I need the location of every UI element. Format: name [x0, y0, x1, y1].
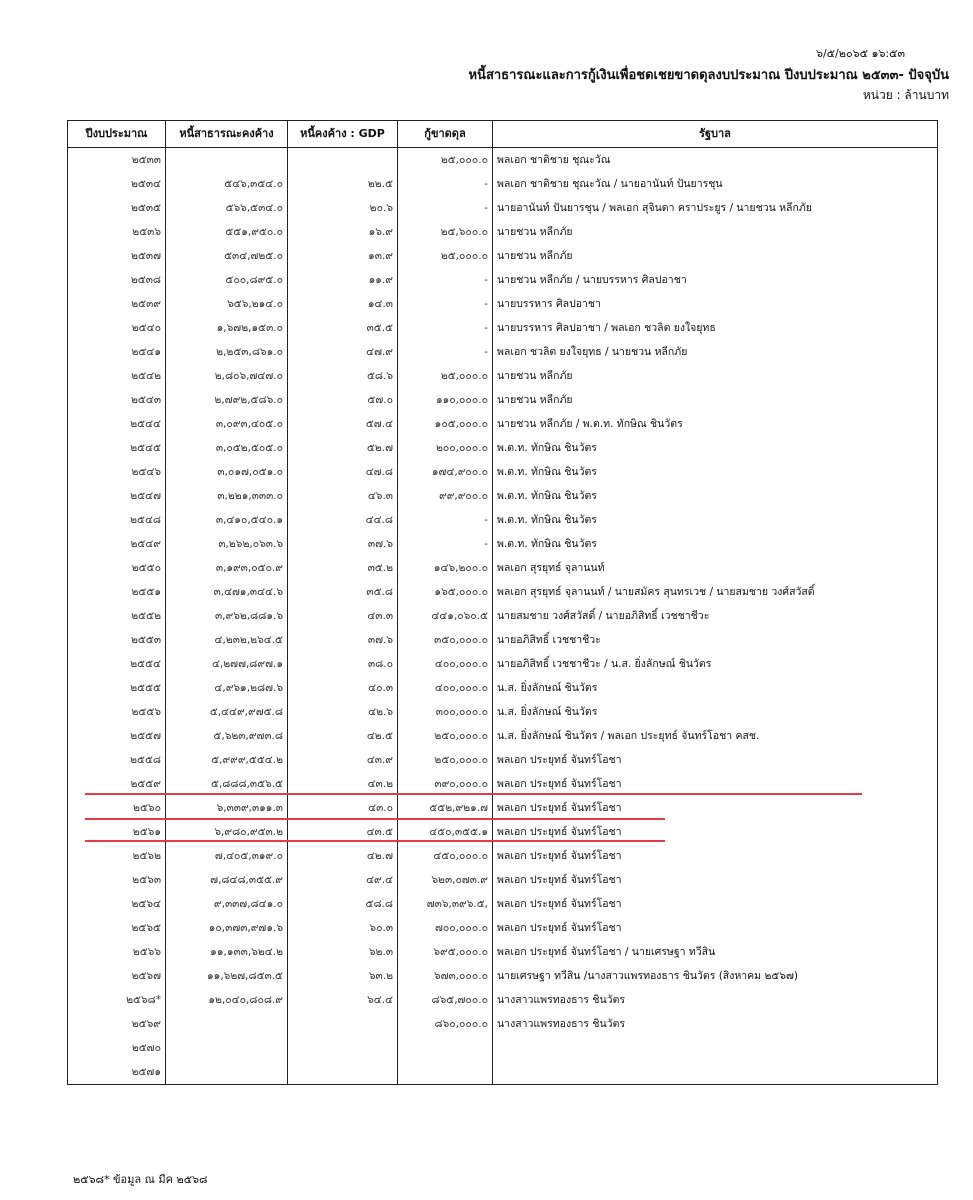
cell-public-debt: ๕,๔๔๙,๙๗๕.๘ — [166, 700, 288, 724]
cell-government: นางสาวแพรทองธาร ชินวัตร — [493, 1012, 938, 1036]
cell-public-debt: ๗,๘๔๘,๓๕๕.๙ — [166, 868, 288, 892]
cell-debt-gdp: ๔๔.๘ — [288, 508, 398, 532]
cell-deficit-borrowing: ๓๙๐,๐๐๐.๐ — [398, 772, 493, 796]
cell-debt-gdp: ๔๒.๗ — [288, 844, 398, 868]
cell-public-debt — [166, 1036, 288, 1060]
cell-public-debt: ๓,๒๒๑,๓๓๓.๐ — [166, 484, 288, 508]
cell-public-debt: ๓,๒๖๒,๐๖๓.๖ — [166, 532, 288, 556]
cell-fiscal-year: ๒๕๔๖ — [68, 460, 166, 484]
cell-deficit-borrowing: - — [398, 292, 493, 316]
cell-fiscal-year: ๒๕๔๓ — [68, 388, 166, 412]
cell-deficit-borrowing: ๔๐๐,๐๐๐.๐ — [398, 676, 493, 700]
table-header — [68, 121, 938, 148]
cell-government: นายอภิสิทธิ์ เวชชาชีวะ / น.ส. ยิ่งลักษณ์ ชินวัตร — [493, 652, 938, 676]
cell-fiscal-year: ๒๕๖๙ — [68, 1012, 166, 1036]
cell-debt-gdp: ๓๗.๖ — [288, 532, 398, 556]
cell-public-debt: ๕๔๖,๓๕๔.๐ — [166, 172, 288, 196]
cell-fiscal-year: ๒๕๕๔ — [68, 652, 166, 676]
cell-deficit-borrowing: ๑๐๕,๐๐๐.๐ — [398, 412, 493, 436]
cell-public-debt: ๓,๐๕๒,๕๐๕.๐ — [166, 436, 288, 460]
table-row — [68, 676, 938, 700]
cell-government: น.ส. ยิ่งลักษณ์ ชินวัตร — [493, 700, 938, 724]
cell-deficit-borrowing: ๒๕,๐๐๐.๐ — [398, 148, 493, 173]
cell-government: พ.ต.ท. ทักษิณ ชินวัตร — [493, 460, 938, 484]
cell-government: พลเอก ชาติชาย ชุณะวัณ / นายอานันท์ ปันยารชุน — [493, 172, 938, 196]
table-row — [68, 940, 938, 964]
cell-public-debt: ๒,๒๕๓,๘๖๑.๐ — [166, 340, 288, 364]
cell-deficit-borrowing: ๘๖๐,๐๐๐.๐ — [398, 1012, 493, 1036]
cell-government: นายชวน หลีกภัย / นายบรรหาร ศิลปอาชา — [493, 268, 938, 292]
cell-government: นายเศรษฐา ทวีสิน /นางสาวแพรทองธาร ชินวัตร (สิงหาคม ๒๕๖๗) — [493, 964, 938, 988]
cell-public-debt: ๓,๑๙๓,๐๕๐.๙ — [166, 556, 288, 580]
cell-government: พลเอก ประยุทธ์ จันทร์โอชา — [493, 916, 938, 940]
cell-government: นายอานันท์ ปันยารชุน / พลเอก สุจินดา คราประยูร / นายชวน หลีกภัย — [493, 196, 938, 220]
cell-fiscal-year: ๒๕๓๔ — [68, 172, 166, 196]
cell-fiscal-year: ๒๕๕๓ — [68, 628, 166, 652]
cell-fiscal-year: ๒๕๕๖ — [68, 700, 166, 724]
table-row — [68, 1036, 938, 1060]
cell-debt-gdp: ๔๗.๘ — [288, 460, 398, 484]
cell-public-debt: ๔,๒๗๗,๘๙๗.๑ — [166, 652, 288, 676]
table-row — [68, 724, 938, 748]
cell-deficit-borrowing: - — [398, 172, 493, 196]
table-row — [68, 988, 938, 1012]
debt-table — [67, 120, 938, 1085]
cell-government: นายชวน หลีกภัย / พ.ต.ท. ทักษิณ ชินวัตร — [493, 412, 938, 436]
print-timestamp: ๖/๕/๒๐๖๕ ๑๖:๕๓ — [815, 47, 905, 60]
cell-public-debt: ๓,๙๖๒,๘๘๑.๖ — [166, 604, 288, 628]
cell-public-debt: ๕,๘๘๘,๓๕๖.๕ — [166, 772, 288, 796]
cell-government: พลเอก ประยุทธ์ จันทร์โอชา — [493, 844, 938, 868]
cell-deficit-borrowing: ๒๐๐,๐๐๐.๐ — [398, 436, 493, 460]
cell-fiscal-year: ๒๕๓๕ — [68, 196, 166, 220]
cell-fiscal-year: ๒๕๕๘ — [68, 748, 166, 772]
cell-public-debt: ๓,๔๗๑,๓๔๔.๖ — [166, 580, 288, 604]
footnote: ๒๕๖๘* ข้อมูล ณ มีค ๒๕๖๘ — [73, 1173, 208, 1186]
cell-public-debt: ๖,๓๓๙,๓๑๑.๓ — [166, 796, 288, 820]
table-row — [68, 844, 938, 868]
cell-debt-gdp: ๓๕.๒ — [288, 556, 398, 580]
cell-fiscal-year: ๒๕๖๒ — [68, 844, 166, 868]
cell-deficit-borrowing: ๔๐๐,๐๐๐.๐ — [398, 652, 493, 676]
table-row — [68, 388, 938, 412]
table-row — [68, 700, 938, 724]
page-title: หนี้สาธารณะและการกู้เงินเพื่อชดเชยขาดดุลงบประมาณ ปีงบประมาณ ๒๕๓๓- ปัจจุบัน — [468, 68, 949, 83]
cell-debt-gdp: ๖๓.๒ — [288, 964, 398, 988]
cell-debt-gdp — [288, 1036, 398, 1060]
cell-government: พลเอก ประยุทธ์ จันทร์โอชา — [493, 748, 938, 772]
table-row — [68, 964, 938, 988]
cell-public-debt: ๑๑,๖๒๗,๘๕๓.๕ — [166, 964, 288, 988]
cell-government: นายอภิสิทธิ์ เวชชาชีวะ — [493, 628, 938, 652]
cell-government: นายชวน หลีกภัย — [493, 364, 938, 388]
cell-fiscal-year: ๒๕๕๕ — [68, 676, 166, 700]
cell-fiscal-year: ๒๕๓๘ — [68, 268, 166, 292]
cell-government — [493, 1060, 938, 1085]
cell-deficit-borrowing: ๔๔๑,๐๖๐.๕ — [398, 604, 493, 628]
cell-government: พลเอก สุรยุทธ์ จุลานนท์ / นายสมัคร สุนทรเวช / นายสมชาย วงศ์สวัสดิ์ — [493, 580, 938, 604]
cell-fiscal-year: ๒๕๖๓ — [68, 868, 166, 892]
cell-deficit-borrowing: ๙๙,๙๐๐.๐ — [398, 484, 493, 508]
cell-fiscal-year: ๒๕๕๐ — [68, 556, 166, 580]
table-row — [68, 436, 938, 460]
cell-fiscal-year: ๒๕๖๐ — [68, 796, 166, 820]
cell-public-debt: ๒,๗๙๒,๕๘๖.๐ — [166, 388, 288, 412]
cell-government: พลเอก ชาติชาย ชุณะวัณ — [493, 148, 938, 173]
cell-debt-gdp: ๔๓.๓ — [288, 604, 398, 628]
table-row — [68, 460, 938, 484]
cell-deficit-borrowing — [398, 1060, 493, 1085]
cell-debt-gdp: ๖๒.๓ — [288, 940, 398, 964]
cell-government — [493, 1036, 938, 1060]
cell-government: นายชวน หลีกภัย — [493, 388, 938, 412]
cell-government: นายชวน หลีกภัย — [493, 244, 938, 268]
cell-fiscal-year: ๒๕๔๘ — [68, 508, 166, 532]
cell-fiscal-year: ๒๕๖๑ — [68, 820, 166, 844]
cell-deficit-borrowing: ๑๖๕,๐๐๐.๐ — [398, 580, 493, 604]
cell-fiscal-year: ๒๕๔๙ — [68, 532, 166, 556]
cell-debt-gdp: ๔๓.๒ — [288, 772, 398, 796]
cell-fiscal-year: ๒๕๓๗ — [68, 244, 166, 268]
cell-public-debt: ๕๖๖,๕๓๔.๐ — [166, 196, 288, 220]
cell-debt-gdp: ๑๖.๙ — [288, 220, 398, 244]
cell-government: นางสาวแพรทองธาร ชินวัตร — [493, 988, 938, 1012]
cell-public-debt: ๑,๖๗๒,๑๕๓.๐ — [166, 316, 288, 340]
cell-deficit-borrowing: ๗๐๐,๐๐๐.๐ — [398, 916, 493, 940]
cell-debt-gdp — [288, 148, 398, 173]
cell-fiscal-year: ๒๕๖๘* — [68, 988, 166, 1012]
header-row — [68, 121, 938, 148]
cell-deficit-borrowing: - — [398, 340, 493, 364]
cell-deficit-borrowing: ๑๑๐,๐๐๐.๐ — [398, 388, 493, 412]
cell-fiscal-year: ๒๕๕๑ — [68, 580, 166, 604]
cell-public-debt: ๕๕๑,๙๕๐.๐ — [166, 220, 288, 244]
cell-fiscal-year: ๒๕๔๑ — [68, 340, 166, 364]
cell-deficit-borrowing: ๑๗๔,๙๐๐.๐ — [398, 460, 493, 484]
table-row — [68, 628, 938, 652]
cell-fiscal-year: ๒๕๔๗ — [68, 484, 166, 508]
header-fiscal-year: ปีงบประมาณ — [68, 121, 166, 148]
cell-public-debt — [166, 1012, 288, 1036]
header-deficit-borrowing: กู้ขาดดุล — [398, 121, 493, 148]
cell-deficit-borrowing: ๕๕๒,๙๒๑.๗ — [398, 796, 493, 820]
cell-deficit-borrowing: ๓๐๐,๐๐๐.๐ — [398, 700, 493, 724]
table-row — [68, 484, 938, 508]
cell-debt-gdp: ๕๗.๔ — [288, 412, 398, 436]
cell-deficit-borrowing: ๘๖๕,๗๐๐.๐ — [398, 988, 493, 1012]
cell-debt-gdp: ๔๙.๔ — [288, 868, 398, 892]
cell-debt-gdp — [288, 1060, 398, 1085]
cell-fiscal-year: ๒๕๖๗ — [68, 964, 166, 988]
cell-debt-gdp: ๒๐.๖ — [288, 196, 398, 220]
cell-fiscal-year: ๒๕๔๕ — [68, 436, 166, 460]
table-row — [68, 172, 938, 196]
table-row — [68, 508, 938, 532]
highlight-underline-3 — [85, 840, 665, 842]
cell-public-debt: ๙,๓๓๗,๘๔๑.๐ — [166, 892, 288, 916]
highlight-underline-2 — [85, 818, 665, 820]
cell-deficit-borrowing: ๓๕๐,๐๐๐.๐ — [398, 628, 493, 652]
cell-deficit-borrowing: - — [398, 532, 493, 556]
cell-deficit-borrowing: ๖๒๓,๐๗๓.๙ — [398, 868, 493, 892]
cell-fiscal-year: ๒๕๔๐ — [68, 316, 166, 340]
cell-government: พลเอก ประยุทธ์ จันทร์โอชา / นายเศรษฐา ทวีสิน — [493, 940, 938, 964]
cell-government: พลเอก ชวลิต ยงใจยุทธ / นายชวน หลีกภัย — [493, 340, 938, 364]
cell-deficit-borrowing: ๒๕,๖๐๐.๐ — [398, 220, 493, 244]
cell-debt-gdp: ๑๓.๙ — [288, 244, 398, 268]
header-government: รัฐบาล — [493, 121, 938, 148]
cell-fiscal-year: ๒๕๔๒ — [68, 364, 166, 388]
cell-debt-gdp: ๑๔.๓ — [288, 292, 398, 316]
cell-debt-gdp: ๓๘.๐ — [288, 652, 398, 676]
cell-deficit-borrowing: - — [398, 268, 493, 292]
cell-public-debt: ๕,๖๒๓,๙๗๓.๘ — [166, 724, 288, 748]
table-body — [68, 148, 938, 1085]
table-row — [68, 244, 938, 268]
cell-deficit-borrowing: ๔๕๐,๓๕๕.๑ — [398, 820, 493, 844]
table-row — [68, 580, 938, 604]
cell-public-debt: ๖,๙๘๐,๙๕๓.๒ — [166, 820, 288, 844]
cell-public-debt — [166, 1060, 288, 1085]
cell-government: พลเอก ประยุทธ์ จันทร์โอชา — [493, 772, 938, 796]
cell-deficit-borrowing: ๖๗๓,๐๐๐.๐ — [398, 964, 493, 988]
cell-debt-gdp: ๔๒.๕ — [288, 724, 398, 748]
cell-public-debt: ๔,๙๖๑,๒๘๗.๖ — [166, 676, 288, 700]
table-row — [68, 1012, 938, 1036]
cell-government: พ.ต.ท. ทักษิณ ชินวัตร — [493, 436, 938, 460]
cell-debt-gdp: ๖๔.๔ — [288, 988, 398, 1012]
cell-government: พลเอก ประยุทธ์ จันทร์โอชา — [493, 820, 938, 844]
cell-government: นายชวน หลีกภัย — [493, 220, 938, 244]
table-row — [68, 916, 938, 940]
cell-debt-gdp: ๔๗.๙ — [288, 340, 398, 364]
cell-public-debt: ๔,๒๓๒,๒๖๔.๕ — [166, 628, 288, 652]
cell-fiscal-year: ๒๕๓๙ — [68, 292, 166, 316]
cell-debt-gdp: ๓๗.๖ — [288, 628, 398, 652]
table-row — [68, 148, 938, 173]
cell-government: นายบรรหาร ศิลปอาชา / พลเอก ชวลิต ยงใจยุทธ — [493, 316, 938, 340]
table-row — [68, 892, 938, 916]
cell-government: นายสมชาย วงศ์สวัสดิ์ / นายอภิสิทธิ์ เวชชาชีวะ — [493, 604, 938, 628]
cell-public-debt: ๕,๙๙๙,๕๕๔.๒ — [166, 748, 288, 772]
cell-debt-gdp — [288, 1012, 398, 1036]
cell-government: พ.ต.ท. ทักษิณ ชินวัตร — [493, 508, 938, 532]
cell-government: พลเอก ประยุทธ์ จันทร์โอชา — [493, 868, 938, 892]
highlight-underline-1 — [85, 793, 862, 795]
unit-label: หน่วย : ล้านบาท — [862, 88, 949, 102]
cell-debt-gdp: ๔๓.๕ — [288, 820, 398, 844]
cell-fiscal-year: ๒๕๕๒ — [68, 604, 166, 628]
table-row — [68, 604, 938, 628]
cell-government: พลเอก สุรยุทธ์ จุลานนท์ — [493, 556, 938, 580]
cell-fiscal-year: ๒๕๗๐ — [68, 1036, 166, 1060]
cell-deficit-borrowing — [398, 1036, 493, 1060]
cell-debt-gdp: ๖๐.๓ — [288, 916, 398, 940]
cell-public-debt: ๕๓๔,๗๒๕.๐ — [166, 244, 288, 268]
table-row — [68, 748, 938, 772]
header-debt-gdp: หนี้คงค้าง : GDP — [288, 121, 398, 148]
table-row — [68, 1060, 938, 1085]
table-row — [68, 652, 938, 676]
table-row — [68, 340, 938, 364]
cell-deficit-borrowing: ๒๕,๐๐๐.๐ — [398, 364, 493, 388]
cell-deficit-borrowing: ๒๕๐,๐๐๐.๐ — [398, 748, 493, 772]
cell-government: น.ส. ยิ่งลักษณ์ ชินวัตร / พลเอก ประยุทธ์ จันทร์โอชา คสช. — [493, 724, 938, 748]
cell-public-debt: ๖๕๖,๒๑๔.๐ — [166, 292, 288, 316]
cell-debt-gdp: ๓๕.๕ — [288, 316, 398, 340]
cell-government: น.ส. ยิ่งลักษณ์ ชินวัตร — [493, 676, 938, 700]
table-row — [68, 364, 938, 388]
cell-debt-gdp: ๑๑.๙ — [288, 268, 398, 292]
cell-public-debt — [166, 148, 288, 173]
table-row — [68, 796, 938, 820]
cell-fiscal-year: ๒๕๖๔ — [68, 892, 166, 916]
cell-government: นายบรรหาร ศิลปอาชา — [493, 292, 938, 316]
table-row — [68, 292, 938, 316]
cell-debt-gdp: ๔๒.๖ — [288, 700, 398, 724]
cell-public-debt: ๓,๐๙๓,๔๐๕.๐ — [166, 412, 288, 436]
cell-deficit-borrowing: ๒๕,๐๐๐.๐ — [398, 244, 493, 268]
cell-public-debt: ๒,๘๐๖,๗๔๗.๐ — [166, 364, 288, 388]
cell-deficit-borrowing: ๔๕๐,๐๐๐.๐ — [398, 844, 493, 868]
cell-debt-gdp: ๔๓.๙ — [288, 748, 398, 772]
cell-fiscal-year: ๒๕๓๓ — [68, 148, 166, 173]
cell-fiscal-year: ๒๕๖๖ — [68, 940, 166, 964]
cell-deficit-borrowing: - — [398, 196, 493, 220]
cell-deficit-borrowing: ๗๓๖,๓๙๖.๕, — [398, 892, 493, 916]
cell-public-debt: ๑๑,๑๓๓,๖๒๔.๒ — [166, 940, 288, 964]
cell-debt-gdp: ๓๕.๘ — [288, 580, 398, 604]
cell-deficit-borrowing: - — [398, 508, 493, 532]
table-row — [68, 412, 938, 436]
cell-fiscal-year: ๒๕๗๑ — [68, 1060, 166, 1085]
cell-debt-gdp: ๔๖.๓ — [288, 484, 398, 508]
cell-debt-gdp: ๕๒.๗ — [288, 436, 398, 460]
cell-public-debt: ๓,๐๑๗,๐๕๑.๐ — [166, 460, 288, 484]
cell-debt-gdp: ๔๐.๓ — [288, 676, 398, 700]
cell-debt-gdp: ๕๗.๐ — [288, 388, 398, 412]
cell-fiscal-year: ๒๕๕๙ — [68, 772, 166, 796]
cell-debt-gdp: ๔๓.๐ — [288, 796, 398, 820]
table-row — [68, 196, 938, 220]
table-row — [68, 220, 938, 244]
cell-debt-gdp: ๕๘.๘ — [288, 892, 398, 916]
cell-fiscal-year: ๒๕๕๗ — [68, 724, 166, 748]
cell-government: พลเอก ประยุทธ์ จันทร์โอชา — [493, 796, 938, 820]
cell-public-debt: ๓,๔๑๐,๕๔๐.๑ — [166, 508, 288, 532]
cell-deficit-borrowing: ๑๔๖,๒๐๐.๐ — [398, 556, 493, 580]
table-row — [68, 868, 938, 892]
cell-fiscal-year: ๒๕๖๕ — [68, 916, 166, 940]
table-row — [68, 556, 938, 580]
cell-deficit-borrowing: ๒๕๐,๐๐๐.๐ — [398, 724, 493, 748]
cell-fiscal-year: ๒๕๓๖ — [68, 220, 166, 244]
cell-deficit-borrowing: - — [398, 316, 493, 340]
cell-public-debt: ๕๐๐,๘๙๕.๐ — [166, 268, 288, 292]
table-row — [68, 532, 938, 556]
header-public-debt: หนี้สาธารณะคงค้าง — [166, 121, 288, 148]
cell-public-debt: ๑๐,๓๗๓,๙๗๑.๖ — [166, 916, 288, 940]
cell-government: พ.ต.ท. ทักษิณ ชินวัตร — [493, 484, 938, 508]
cell-public-debt: ๑๒,๐๔๐,๘๐๘.๙ — [166, 988, 288, 1012]
table-row — [68, 316, 938, 340]
cell-debt-gdp: ๕๘.๖ — [288, 364, 398, 388]
table-row — [68, 268, 938, 292]
cell-debt-gdp: ๒๒.๕ — [288, 172, 398, 196]
cell-fiscal-year: ๒๕๔๔ — [68, 412, 166, 436]
cell-government: พลเอก ประยุทธ์ จันทร์โอชา — [493, 892, 938, 916]
cell-public-debt: ๗,๔๐๕,๓๑๙.๐ — [166, 844, 288, 868]
cell-deficit-borrowing: ๖๙๕,๐๐๐.๐ — [398, 940, 493, 964]
cell-government: พ.ต.ท. ทักษิณ ชินวัตร — [493, 532, 938, 556]
